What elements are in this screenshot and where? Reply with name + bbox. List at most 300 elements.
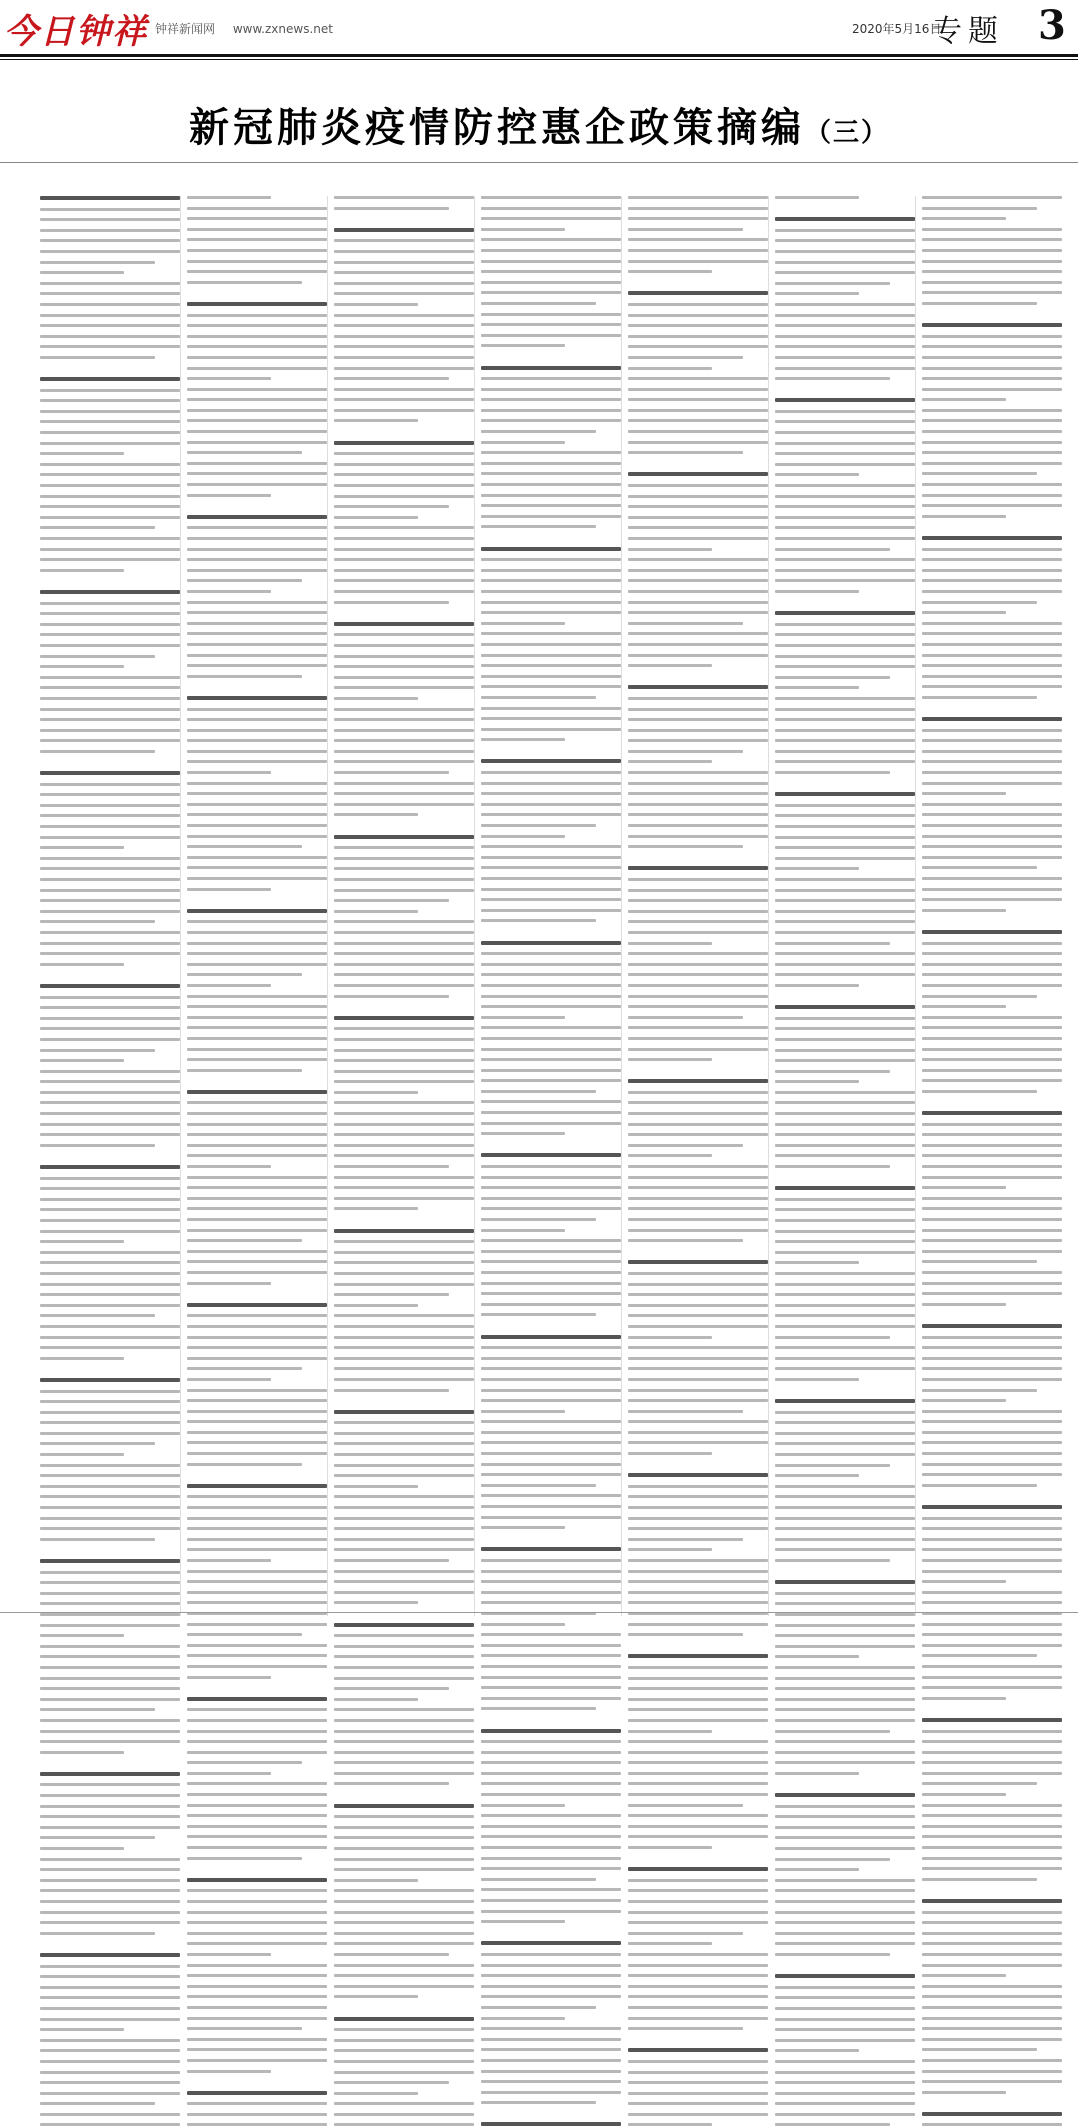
text-line-placeholder — [922, 1484, 1037, 1487]
text-line-placeholder — [40, 1815, 180, 1818]
text-line-placeholder — [40, 314, 180, 317]
text-line-placeholder — [775, 1708, 915, 1711]
text-line-placeholder — [481, 228, 565, 231]
text-line-placeholder — [40, 1858, 180, 1861]
text-line-placeholder — [40, 1900, 180, 1903]
text-line-placeholder — [628, 1304, 768, 1307]
text-line-placeholder — [481, 313, 621, 316]
text-line-placeholder — [40, 1006, 180, 1009]
text-line-placeholder — [187, 377, 271, 380]
text-line-placeholder — [334, 430, 474, 433]
text-line-placeholder — [334, 1995, 418, 1998]
text-line-placeholder — [922, 419, 1062, 422]
text-line-placeholder — [628, 1283, 768, 1286]
text-line-placeholder — [775, 1666, 915, 1669]
text-line-placeholder — [334, 1005, 474, 1008]
text-line-placeholder — [40, 1996, 180, 1999]
text-line-placeholder — [187, 835, 327, 838]
text-line-placeholder — [775, 2102, 915, 2105]
text-line-placeholder — [628, 1601, 768, 1604]
text-line-placeholder — [40, 1517, 180, 1520]
text-line-placeholder — [775, 1506, 915, 1509]
text-line-placeholder — [775, 718, 915, 721]
text-line-placeholder — [334, 803, 474, 806]
text-line-placeholder — [481, 441, 565, 444]
text-line-placeholder — [40, 676, 180, 679]
text-line-placeholder — [334, 963, 474, 966]
text-line-placeholder — [481, 1473, 621, 1476]
text-line-placeholder — [187, 291, 327, 294]
text-line-placeholder — [40, 2007, 180, 2010]
text-line-placeholder — [628, 548, 712, 551]
text-line-placeholder — [775, 569, 915, 572]
text-line-placeholder — [334, 633, 474, 636]
text-line-placeholder — [40, 1571, 180, 1574]
text-line-placeholder — [481, 1580, 621, 1583]
text-line-placeholder — [628, 1144, 743, 1147]
text-line-placeholder — [628, 2060, 768, 2063]
text-line-placeholder — [775, 2081, 915, 2084]
text-line-placeholder — [922, 877, 1062, 880]
text-line-placeholder — [334, 2092, 418, 2095]
text-line-placeholder — [922, 335, 1062, 338]
text-line-placeholder — [187, 1559, 271, 1562]
text-line-placeholder — [187, 367, 327, 370]
text-line-placeholder — [481, 1814, 621, 1817]
text-line-placeholder — [187, 1452, 327, 1455]
text-line-placeholder — [187, 398, 327, 401]
text-line-placeholder — [922, 1538, 1062, 1541]
text-line-placeholder — [481, 1303, 621, 1306]
text-line-placeholder — [40, 516, 180, 519]
text-line-placeholder — [775, 1304, 915, 1307]
text-line-placeholder — [40, 1975, 180, 1978]
headline — [0, 96, 1078, 153]
text-line-placeholder — [775, 611, 915, 615]
text-line-placeholder — [40, 1751, 124, 1754]
text-line-placeholder — [187, 898, 327, 901]
text-line-placeholder — [40, 1772, 180, 1776]
text-line-placeholder — [334, 2113, 474, 2116]
text-line-placeholder — [628, 931, 768, 934]
text-line-placeholder — [775, 601, 915, 604]
text-line-placeholder — [922, 525, 1062, 528]
text-line-placeholder — [334, 1942, 474, 1945]
text-line-placeholder — [775, 207, 915, 210]
text-line-placeholder — [40, 1879, 180, 1882]
text-line-placeholder — [922, 1079, 1062, 1082]
text-line-placeholder — [628, 1048, 768, 1051]
text-line-placeholder — [628, 878, 768, 881]
text-line-placeholder — [628, 314, 768, 317]
text-line-placeholder — [334, 1517, 474, 1520]
text-line-placeholder — [40, 1868, 180, 1871]
text-line-placeholder — [628, 579, 768, 582]
text-line-placeholder — [922, 909, 1006, 912]
text-line-placeholder — [775, 1261, 859, 1264]
text-line-placeholder — [628, 1389, 768, 1392]
text-line-placeholder — [334, 782, 474, 785]
text-line-placeholder — [187, 419, 327, 422]
text-line-placeholder — [40, 1453, 124, 1456]
text-line-placeholder — [187, 1953, 271, 1956]
text-line-placeholder — [775, 345, 915, 348]
text-line-placeholder — [481, 782, 621, 785]
text-line-placeholder — [775, 1038, 915, 1041]
text-line-placeholder — [775, 750, 915, 753]
text-line-placeholder — [628, 526, 768, 529]
text-line-placeholder — [40, 1346, 180, 1349]
text-line-placeholder — [922, 1814, 1062, 1817]
text-line-placeholder — [775, 1740, 915, 1743]
text-line-placeholder — [922, 824, 1062, 827]
text-line-placeholder — [187, 1633, 302, 1636]
text-line-placeholder — [481, 1559, 621, 1562]
text-line-placeholder — [628, 484, 768, 487]
text-line-placeholder — [775, 1219, 915, 1222]
text-line-placeholder — [334, 942, 474, 945]
text-line-placeholder — [775, 1485, 915, 1488]
text-line-placeholder — [628, 889, 768, 892]
text-line-placeholder — [187, 1399, 327, 1402]
text-line-placeholder — [187, 1867, 327, 1870]
text-line-placeholder — [922, 1591, 1062, 1594]
text-line-placeholder — [628, 324, 768, 327]
text-line-placeholder — [628, 1687, 768, 1690]
text-line-placeholder — [481, 1153, 621, 1157]
text-line-placeholder — [481, 1399, 621, 1402]
text-line-placeholder — [922, 898, 1062, 901]
text-line-placeholder — [775, 836, 915, 839]
text-line-placeholder — [481, 1271, 621, 1274]
text-line-placeholder — [628, 1730, 712, 1733]
text-line-placeholder — [187, 1463, 302, 1466]
text-line-placeholder — [922, 1580, 1006, 1583]
text-line-placeholder — [481, 738, 565, 741]
text-line-placeholder — [628, 1346, 768, 1349]
text-line-placeholder — [187, 995, 327, 998]
text-line-placeholder — [628, 1058, 712, 1061]
text-line-placeholder — [628, 2092, 768, 2095]
text-line-placeholder — [628, 1101, 768, 1104]
text-line-placeholder — [775, 1730, 890, 1733]
text-line-placeholder — [334, 1293, 449, 1296]
text-line-placeholder — [40, 1080, 180, 1083]
text-line-placeholder — [628, 1719, 768, 1722]
text-line-placeholder — [775, 1548, 915, 1551]
text-line-placeholder — [775, 1858, 890, 1861]
text-line-placeholder — [334, 792, 474, 795]
text-line-placeholder — [481, 1804, 565, 1807]
text-line-placeholder — [40, 1889, 180, 1892]
text-line-placeholder — [481, 1463, 621, 1466]
text-line-placeholder — [775, 1751, 915, 1754]
text-line-placeholder — [628, 419, 768, 422]
text-line-placeholder — [481, 1367, 621, 1370]
text-line-placeholder — [187, 1974, 327, 1977]
text-line-placeholder — [922, 2101, 1062, 2104]
text-line-placeholder — [334, 1677, 474, 1680]
text-line-placeholder — [922, 1123, 1062, 1126]
text-line-placeholder — [922, 1431, 1062, 1434]
text-line-placeholder — [481, 898, 621, 901]
text-line-placeholder — [481, 270, 621, 273]
text-line-placeholder — [481, 536, 621, 539]
text-line-placeholder — [775, 250, 915, 253]
text-line-placeholder — [481, 963, 621, 966]
text-line-placeholder — [775, 1346, 915, 1349]
text-line-placeholder — [628, 1900, 768, 1903]
text-line-placeholder — [922, 2112, 1062, 2116]
text-line-placeholder — [40, 1548, 180, 1551]
text-line-placeholder — [481, 1751, 621, 1754]
text-line-placeholder — [481, 1526, 565, 1529]
text-line-placeholder — [481, 2048, 621, 2051]
text-line-placeholder — [628, 1420, 768, 1423]
text-line-placeholder — [775, 367, 915, 370]
text-line-placeholder — [922, 1570, 1062, 1573]
masthead-rule-thin — [0, 59, 1078, 60]
text-line-placeholder — [775, 526, 915, 529]
text-line-placeholder — [775, 1826, 915, 1829]
text-line-placeholder — [40, 484, 180, 487]
text-line-placeholder — [775, 558, 915, 561]
text-line-placeholder — [40, 1144, 155, 1147]
text-line-placeholder — [628, 1069, 768, 1072]
text-line-placeholder — [334, 207, 449, 210]
text-line-placeholder — [922, 1441, 1062, 1444]
text-line-placeholder — [775, 1357, 915, 1360]
text-line-placeholder — [187, 1260, 327, 1263]
text-line-placeholder — [775, 1240, 915, 1243]
text-line-placeholder — [481, 1058, 621, 1061]
text-line-placeholder — [187, 196, 271, 199]
text-line-placeholder — [187, 1357, 327, 1360]
text-line-placeholder — [187, 579, 302, 582]
text-line-placeholder — [628, 2071, 768, 2074]
text-line-placeholder — [40, 655, 155, 658]
text-line-placeholder — [481, 1484, 596, 1487]
text-line-placeholder — [628, 1964, 768, 1967]
text-line-placeholder — [775, 2007, 915, 2010]
text-line-placeholder — [187, 813, 327, 816]
text-line-placeholder — [922, 973, 1062, 976]
text-line-placeholder — [40, 750, 155, 753]
text-line-placeholder — [40, 1091, 180, 1094]
text-line-placeholder — [922, 1494, 1062, 1497]
text-line-placeholder — [922, 622, 1062, 625]
text-line-placeholder — [334, 1815, 474, 1818]
text-line-placeholder — [922, 664, 1062, 667]
site-info — [155, 20, 347, 37]
text-line-placeholder — [922, 1176, 1062, 1179]
text-line-placeholder — [334, 1826, 474, 1829]
text-line-placeholder — [40, 1783, 180, 1786]
text-line-placeholder — [775, 1411, 915, 1414]
text-line-placeholder — [922, 409, 1062, 412]
text-line-placeholder — [775, 910, 915, 913]
text-line-placeholder — [187, 217, 327, 220]
text-line-placeholder — [334, 1879, 418, 1882]
text-line-placeholder — [481, 504, 621, 507]
text-line-placeholder — [334, 889, 474, 892]
text-line-placeholder — [628, 1879, 768, 1882]
text-line-placeholder — [40, 633, 180, 636]
text-line-placeholder — [40, 1154, 180, 1157]
text-line-placeholder — [481, 1654, 621, 1657]
text-line-placeholder — [481, 355, 621, 358]
text-line-placeholder — [775, 239, 915, 242]
text-line-placeholder — [775, 899, 915, 902]
text-line-placeholder — [40, 2071, 180, 2074]
text-line-placeholder — [628, 1495, 768, 1498]
text-line-placeholder — [40, 1740, 180, 1743]
text-line-placeholder — [922, 1250, 1062, 1253]
text-line-placeholder — [40, 1123, 180, 1126]
text-line-placeholder — [922, 1730, 1062, 1733]
text-line-placeholder — [481, 632, 621, 635]
text-line-placeholder — [40, 1826, 180, 1829]
text-line-placeholder — [187, 750, 327, 753]
text-line-placeholder — [775, 463, 915, 466]
text-line-placeholder — [628, 1293, 768, 1296]
text-line-placeholder — [481, 1079, 621, 1082]
text-line-placeholder — [922, 2080, 1062, 2083]
text-line-placeholder — [922, 504, 1062, 507]
text-line-placeholder — [481, 1069, 621, 1072]
text-line-placeholder — [187, 1441, 327, 1444]
text-line-placeholder — [628, 430, 768, 433]
text-line-placeholder — [922, 792, 1006, 795]
text-line-placeholder — [775, 1805, 915, 1808]
text-line-placeholder — [922, 1357, 1062, 1360]
text-line-placeholder — [334, 377, 449, 380]
text-line-placeholder — [481, 717, 621, 720]
text-line-placeholder — [40, 1325, 180, 1328]
text-line-placeholder — [922, 1410, 1062, 1413]
text-line-placeholder — [922, 685, 1062, 688]
text-line-placeholder — [628, 1591, 768, 1594]
text-line-placeholder — [187, 409, 327, 412]
text-line-placeholder — [40, 1847, 124, 1850]
text-line-placeholder — [187, 1420, 327, 1423]
text-line-placeholder — [40, 389, 180, 392]
text-line-placeholder — [40, 771, 180, 775]
text-line-placeholder — [187, 526, 327, 529]
text-line-placeholder — [775, 942, 890, 945]
text-line-placeholder — [187, 1782, 327, 1785]
text-line-placeholder — [40, 1602, 180, 1605]
body-column-2 — [187, 196, 328, 1616]
text-line-placeholder — [628, 1165, 768, 1168]
text-line-placeholder — [334, 495, 474, 498]
text-line-placeholder — [334, 324, 474, 327]
text-line-placeholder — [922, 750, 1062, 753]
text-line-placeholder — [334, 1868, 474, 1871]
text-line-placeholder — [187, 1686, 327, 1689]
text-line-placeholder — [481, 2038, 621, 2041]
text-line-placeholder — [628, 601, 768, 604]
text-line-placeholder — [40, 2081, 180, 2084]
text-line-placeholder — [334, 2006, 474, 2009]
text-line-placeholder — [922, 1389, 1037, 1392]
text-line-placeholder — [481, 1229, 565, 1232]
text-line-placeholder — [481, 2070, 621, 2073]
text-line-placeholder — [628, 1154, 712, 1157]
text-line-placeholder — [187, 1048, 327, 1051]
text-line-placeholder — [187, 643, 327, 646]
text-line-placeholder — [40, 505, 180, 508]
text-line-placeholder — [922, 1942, 1062, 1945]
text-line-placeholder — [40, 1624, 180, 1627]
text-line-placeholder — [922, 1985, 1062, 1988]
text-line-placeholder — [187, 1314, 327, 1317]
text-line-placeholder — [334, 473, 474, 476]
text-line-placeholder — [922, 313, 1062, 316]
text-line-placeholder — [922, 942, 1062, 945]
text-line-placeholder — [40, 1240, 124, 1243]
text-line-placeholder — [187, 1793, 327, 1796]
text-line-placeholder — [481, 207, 621, 210]
text-line-placeholder — [334, 1346, 474, 1349]
text-line-placeholder — [40, 1953, 180, 1957]
text-line-placeholder — [922, 1016, 1062, 1019]
text-line-placeholder — [334, 729, 474, 732]
text-line-placeholder — [775, 1112, 915, 1115]
text-line-placeholder — [481, 1132, 565, 1135]
text-line-placeholder — [481, 1186, 621, 1189]
text-line-placeholder — [40, 1794, 180, 1797]
text-line-placeholder — [40, 1538, 155, 1541]
text-line-placeholder — [775, 1005, 915, 1009]
text-line-placeholder — [334, 2017, 474, 2021]
text-line-placeholder — [40, 1761, 180, 1764]
text-line-placeholder — [334, 1793, 474, 1796]
text-line-placeholder — [334, 1645, 474, 1648]
text-line-placeholder — [334, 611, 474, 614]
text-line-placeholder — [187, 1250, 327, 1253]
text-line-placeholder — [334, 1389, 449, 1392]
text-line-placeholder — [775, 1453, 915, 1456]
text-line-placeholder — [628, 1666, 768, 1669]
text-line-placeholder — [334, 239, 474, 242]
text-line-placeholder — [922, 398, 1006, 401]
text-line-placeholder — [334, 590, 474, 593]
text-line-placeholder — [481, 1878, 596, 1881]
text-line-placeholder — [481, 803, 621, 806]
text-line-placeholder — [775, 1133, 915, 1136]
text-line-placeholder — [187, 760, 327, 763]
text-line-placeholder — [334, 1985, 474, 1988]
text-line-placeholder — [334, 1123, 474, 1126]
text-line-placeholder — [481, 1920, 565, 1923]
text-line-placeholder — [334, 516, 418, 519]
text-line-placeholder — [40, 1506, 180, 1509]
text-line-placeholder — [628, 1804, 743, 1807]
text-line-placeholder — [187, 729, 327, 732]
text-line-placeholder — [922, 196, 1062, 199]
text-line-placeholder — [334, 1804, 474, 1808]
text-line-placeholder — [628, 590, 768, 593]
text-line-placeholder — [187, 494, 271, 497]
text-line-placeholder — [334, 1421, 474, 1424]
text-line-placeholder — [922, 1292, 1062, 1295]
text-line-placeholder — [922, 462, 1062, 465]
text-line-placeholder — [628, 270, 712, 273]
text-line-placeholder — [40, 1527, 180, 1530]
site-url[interactable]: www.zxnews.net — [232, 22, 333, 36]
text-line-placeholder — [628, 238, 768, 241]
